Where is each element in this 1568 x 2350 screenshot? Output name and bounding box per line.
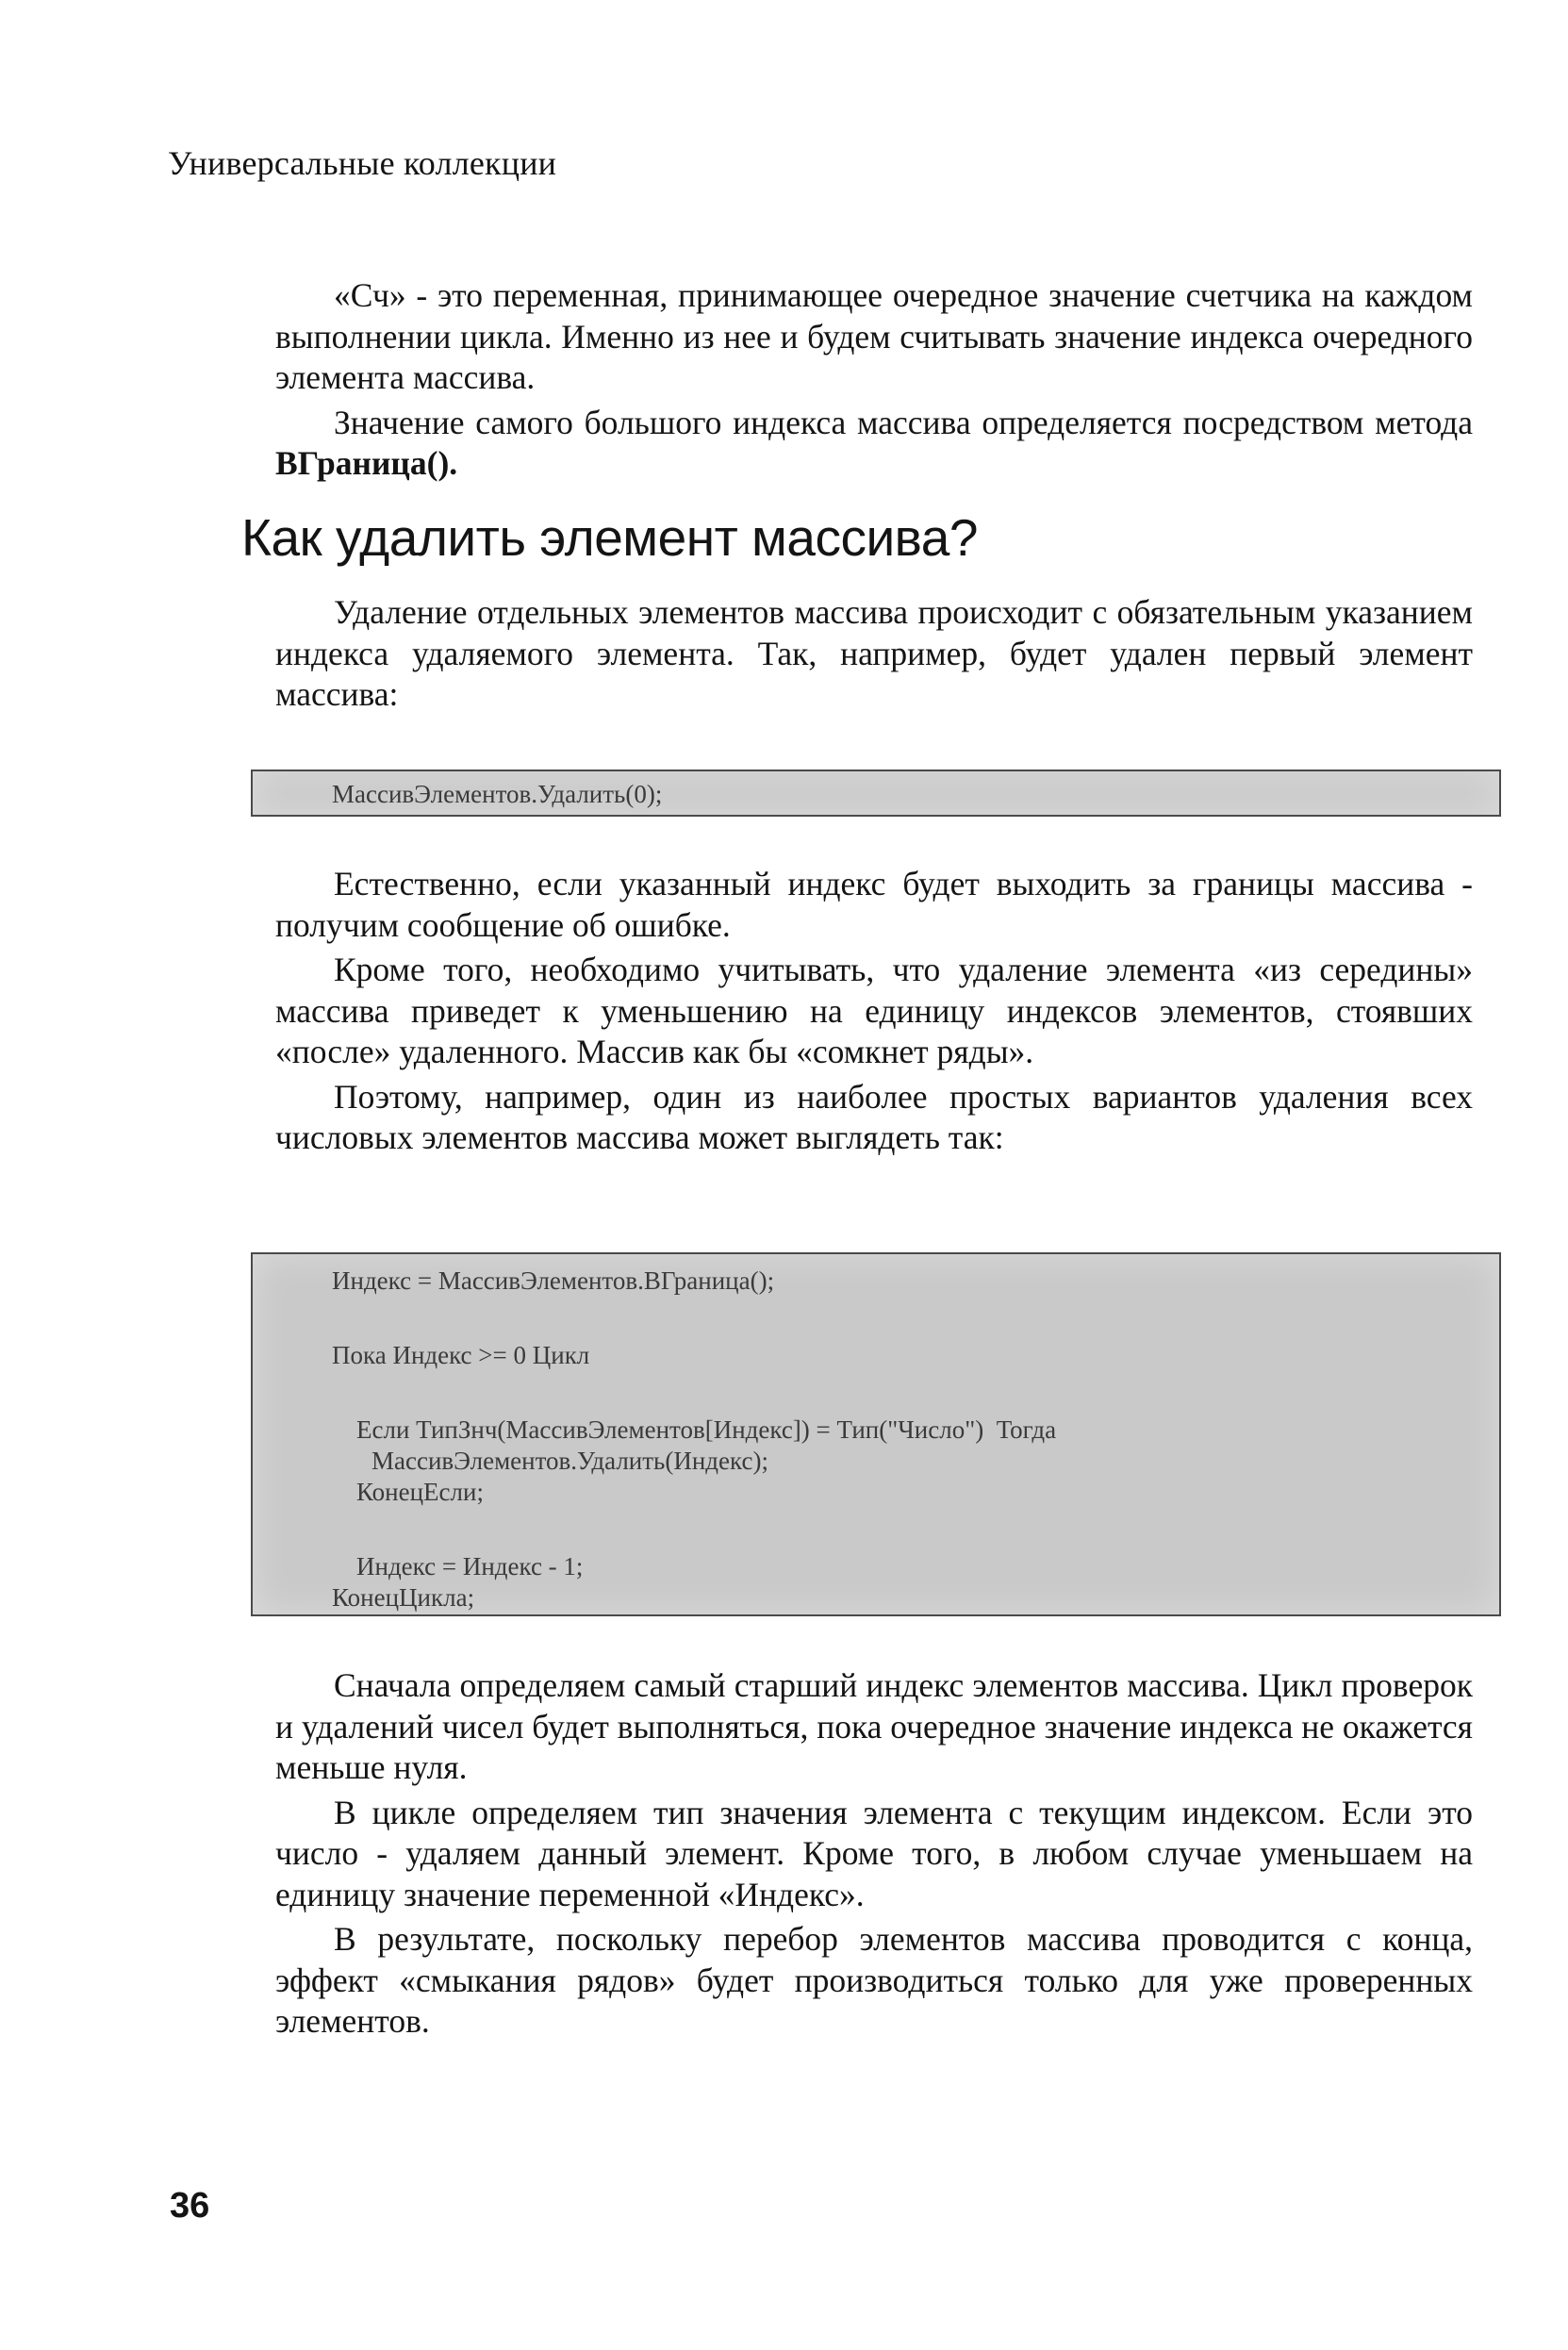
paragraph: В цикле определяем тип значения элемента с текущим индексом. Если это число - удаляем данный элемент. Кроме того, в любом случае уменьшаем на единицу значение переменной «Индекс». — [275, 1793, 1473, 1913]
code-line: МассивЭлементов.Удалить(Индекс); — [371, 1447, 768, 1475]
code-line: МассивЭлементов.Удалить(0); — [332, 780, 663, 808]
code-line: Индекс = Индекс - 1; — [356, 1552, 584, 1580]
paragraph: Удаление отдельных элементов массива происходит с обязательным указанием индекса удаляемого элемента. Так, например, будет удален первый элемент массива: — [275, 593, 1473, 713]
paragraph: Естественно, если указанный индекс будет выходить за границы массива - получим сообщение об ошибке. — [275, 865, 1473, 944]
section-intro-text — [275, 592, 1473, 720]
code-line: КонецЕсли; — [356, 1478, 484, 1506]
code-block-remove-first — [251, 770, 1501, 817]
paragraph: Сначала определяем самый старший индекс элементов массива. Цикл проверок и удалений чисел будет выполняться, пока очередное значение индекса не окажется меньше нуля. — [275, 1666, 1473, 1786]
page-number: 36 — [170, 2186, 210, 2226]
section-closing-text — [275, 1665, 1473, 2046]
code-line: КонецЦикла; — [332, 1583, 475, 1612]
section-heading: Как удалить элемент массива? — [241, 508, 978, 567]
paragraph — [275, 403, 1473, 485]
code-line: Если ТипЗнч(МассивЭлементов[Индекс]) = Тип("Число") Тогда — [356, 1415, 1057, 1444]
intro-text — [275, 275, 1473, 488]
code-block-remove-numbers — [251, 1252, 1501, 1616]
running-header: Универсальные коллекции — [168, 144, 557, 182]
paragraph: Кроме того, необходимо учитывать, что удаление элемента «из середины» массива приведет к уменьшению на единицу индексов элементов, стоявших «после» удаленного. Массив как бы «сомкнет ряды». — [275, 951, 1473, 1070]
code-line: Индекс = МассивЭлементов.ВГраница(); — [332, 1266, 775, 1295]
code-line: Пока Индекс >= 0 Цикл — [332, 1341, 590, 1369]
method-name: ВГраница(). — [275, 444, 458, 482]
paragraph: Поэтому, например, один из наиболее простых вариантов удаления всех числовых элементов массива может выглядеть так: — [275, 1077, 1473, 1156]
section-body-text — [275, 864, 1473, 1163]
paragraph-text: Значение самого большого индекса массива определяется посредством метода — [334, 403, 1473, 441]
paragraph: В результате, поскольку перебор элементов массива проводится с конца, эффект «смыкания рядов» будет производиться только для уже проверенных элементов. — [275, 1920, 1473, 2040]
paragraph: «Сч» - это переменная, принимающее очередное значение счетчика на каждом выполнении цикла. Именно из нее и будем считывать значение индекса очередного элемента массива. — [275, 276, 1473, 396]
